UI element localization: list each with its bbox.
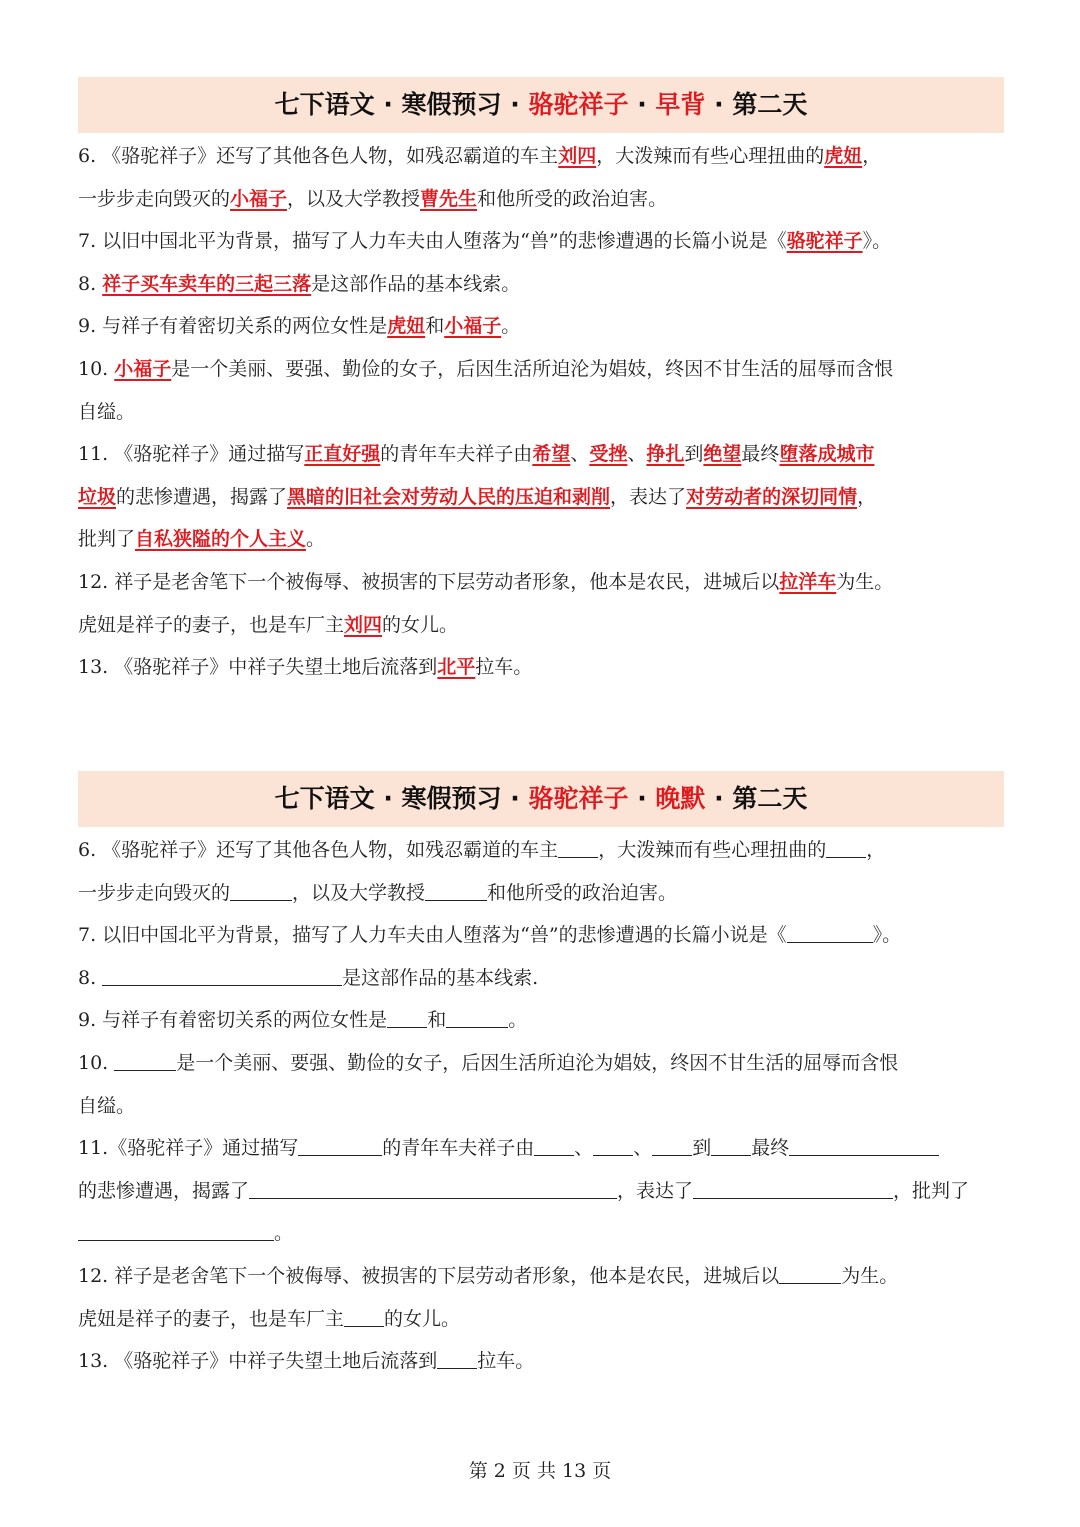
question-12-line2: 虎妞是祥子的妻子，也是车厂主 的女儿。 xyxy=(78,1298,1004,1341)
fill-blank[interactable] xyxy=(779,1261,841,1284)
morning-question-list xyxy=(78,135,1004,689)
fill-blank[interactable] xyxy=(249,1176,617,1199)
answer: 黑暗的旧社会对劳动人民的压迫和剥削 xyxy=(287,485,611,508)
question-13: 13. 《骆驼祥子》中祥子失望土地后流落到 拉车。 xyxy=(78,1340,1004,1383)
question-6-line2: 一步步走向毁灭的小福子，以及大学教授曹先生和他所受的政治迫害。 xyxy=(78,187,668,210)
question-10-line1: 10. 是一个美丽、要强、勤俭的女子，后因生活所迫沦为娼妓，终因不甘生活的屈辱而含恨 xyxy=(78,1042,1004,1085)
question-6-line1: 6. 《骆驼祥子》还写了其他各色人物，如残忍霸道的车主刘四，大泼辣而有些心理扭曲的虎妞， xyxy=(78,145,882,167)
fill-blank[interactable] xyxy=(534,1133,574,1156)
answer: 刘四 xyxy=(558,145,597,167)
page-number: 第 2 页 共 13 页 xyxy=(468,1460,612,1482)
answer: 小福子 xyxy=(230,187,288,210)
question-11-line1: 11. 《骆驼祥子》通过描写正直好强的青年车夫祥子由希望、受挫、挣扎到绝望最终堕落成城市 xyxy=(78,443,875,466)
question-9: 9. 与祥子有着密切关系的两位女性是 和 。 xyxy=(78,999,1004,1042)
answer: 对劳动者的深切同情 xyxy=(686,485,858,508)
question-12-line2: 虎妞是祥子的妻子，也是车厂主刘四的女儿。 xyxy=(78,613,459,636)
answer: 垃圾 xyxy=(78,485,117,508)
answer: 小福子 xyxy=(444,315,502,338)
question-8: 8. 是这部作品的基本线索. xyxy=(78,957,1004,1000)
title-prefix: 七下语文 · 寒假预习 · xyxy=(274,784,529,813)
title-sep: · xyxy=(705,784,733,813)
title-book: 骆驼祥子 xyxy=(528,90,629,119)
fill-blank[interactable] xyxy=(826,835,866,858)
fill-blank[interactable] xyxy=(298,1133,382,1156)
fill-blank[interactable] xyxy=(693,1176,893,1199)
title-mode: 晚默 xyxy=(655,784,706,813)
answer: 绝望 xyxy=(703,443,742,466)
fill-blank[interactable] xyxy=(593,1133,633,1156)
fill-blank[interactable] xyxy=(344,1304,384,1327)
answer: 拉洋车 xyxy=(779,570,837,593)
question-12-line1: 12. 祥子是老舍笔下一个被侮辱、被损害的下层劳动者形象，他本是农民，进城后以 为生。 xyxy=(78,1255,1004,1298)
answer: 刘四 xyxy=(344,613,383,636)
fill-blank[interactable] xyxy=(446,1005,508,1028)
question-12-line1: 12. 祥子是老舍笔下一个被侮辱、被损害的下层劳动者形象，他本是农民，进城后以拉洋车为生。 xyxy=(78,570,894,593)
answer: 挣扎 xyxy=(646,443,685,466)
question-11-line2: 垃圾的悲惨遭遇，揭露了黑暗的旧社会对劳动人民的压迫和剥削，表达了对劳动者的深切同情， xyxy=(78,485,877,508)
answer: 堕落成城市 xyxy=(779,443,875,466)
question-11-line2: 的悲惨遭遇，揭露了 ，表达了 ，批判了 xyxy=(78,1170,1004,1213)
question-8: 8. 祥子买车卖车的三起三落是这部作品的基本线索。 xyxy=(78,272,521,295)
evening-title-banner xyxy=(78,771,1004,827)
title-sep: · xyxy=(705,90,733,119)
fill-blank[interactable] xyxy=(437,1346,477,1369)
title-day: 第二天 xyxy=(732,784,808,813)
fill-blank[interactable] xyxy=(558,835,598,858)
evening-question-list xyxy=(78,829,1004,1383)
question-7: 7. 以旧中国北平为背景，描写了人力车夫由人堕落为“兽”的悲惨遭遇的长篇小说是《 》。 xyxy=(78,914,1004,957)
question-10-line2: 自缢。 xyxy=(78,1094,136,1117)
fill-blank[interactable] xyxy=(711,1133,751,1156)
question-6-line2: 一步步走向毁灭的 ，以及大学教授 和他所受的政治迫害。 xyxy=(78,872,1004,915)
fill-blank[interactable] xyxy=(230,878,292,901)
question-10-line2: 自缢。 xyxy=(78,400,136,423)
fill-blank[interactable] xyxy=(78,1218,274,1241)
fill-blank[interactable] xyxy=(425,878,487,901)
answer: 虎妞 xyxy=(824,145,863,167)
title-mode: 早背 xyxy=(655,90,706,119)
fill-blank[interactable] xyxy=(652,1133,692,1156)
answer: 祥子买车卖车的三起三落 xyxy=(102,272,312,295)
morning-title-banner xyxy=(78,77,1004,133)
title-sep: · xyxy=(628,90,656,119)
answer: 自私狭隘的个人主义 xyxy=(135,528,307,551)
evening-section xyxy=(78,771,1004,1383)
answer: 小福子 xyxy=(114,357,172,380)
question-11-line3: 批判了自私狭隘的个人主义。 xyxy=(78,528,326,551)
answer: 受挫 xyxy=(589,443,628,466)
answer: 北平 xyxy=(437,656,476,679)
fill-blank[interactable] xyxy=(789,1133,939,1156)
fill-blank[interactable] xyxy=(387,1005,427,1028)
title-sep: · xyxy=(628,784,656,813)
question-6-line1: 6. 《骆驼祥子》还写了其他各色人物，如残忍霸道的车主 ，大泼辣而有些心理扭曲的 ， xyxy=(78,829,1004,872)
answer: 希望 xyxy=(532,443,571,466)
question-11-line3: 。 xyxy=(78,1212,1004,1255)
fill-blank[interactable] xyxy=(114,1048,176,1071)
question-9: 9. 与祥子有着密切关系的两位女性是虎妞和小福子。 xyxy=(78,315,521,338)
question-13: 13. 《骆驼祥子》中祥子失望土地后流落到北平拉车。 xyxy=(78,656,533,679)
fill-blank[interactable] xyxy=(787,920,873,943)
question-7: 7. 以旧中国北平为背景，描写了人力车夫由人堕落为“兽”的悲惨遭遇的长篇小说是《骆驼祥子》。 xyxy=(78,230,892,253)
morning-section xyxy=(78,77,1004,689)
answer: 虎妞 xyxy=(387,315,426,338)
title-book: 骆驼祥子 xyxy=(528,784,629,813)
question-11-line1: 11.《骆驼祥子》通过描写 的青年车夫祥子由 、 、 到 最终 xyxy=(78,1127,1004,1170)
answer: 曹先生 xyxy=(420,187,478,210)
answer: 骆驼祥子 xyxy=(786,230,863,253)
title-prefix: 七下语文 · 寒假预习 · xyxy=(274,90,529,119)
answer: 正直好强 xyxy=(304,443,381,466)
title-day: 第二天 xyxy=(732,90,808,119)
question-10-line1: 10. 小福子是一个美丽、要强、勤俭的女子，后因生活所迫沦为娼妓，终因不甘生活的屈辱而含恨 xyxy=(78,357,894,380)
fill-blank[interactable] xyxy=(102,963,342,986)
